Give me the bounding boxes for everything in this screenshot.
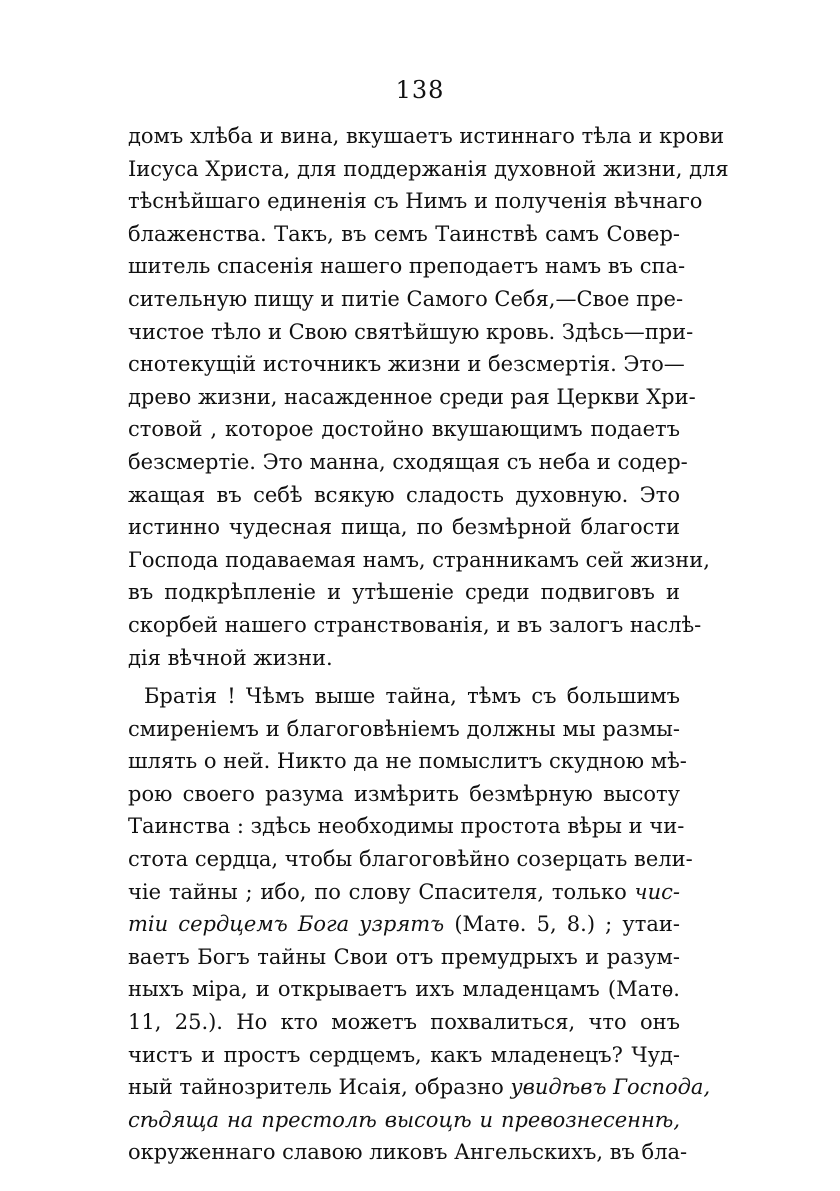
text-line: тѣснѣйшаго единенія съ Нимъ и полученія вѣчнаго xyxy=(128,189,703,214)
text-run: (Матѳ. 5, 8.) ; утаи- xyxy=(444,912,680,937)
page-number: 138 xyxy=(395,76,445,104)
text-line: шлять о ней. Никто да не помыслитъ скудною мѣ- xyxy=(128,749,687,774)
text-line: шитель спасенія нашего преподаетъ намъ въ спа- xyxy=(128,254,686,279)
text-line: древо жизни, насажденное среди рая Церкви Хри- xyxy=(128,384,696,409)
text-line: дія вѣчной жизни. xyxy=(128,645,333,670)
text-line: смиреніемъ и благоговѣніемъ должны мы размы- xyxy=(128,716,680,741)
text-line: истинно чудесная пища, по безмѣрной благости xyxy=(128,515,680,540)
text-line: стовой , которое достойно вкушающимъ подаетъ xyxy=(128,417,680,442)
text-line: рою своего разума измѣрить безмѣрную высоту xyxy=(128,781,680,806)
text-line: Іисуса Христа, для поддержанія духовной жизни, для xyxy=(128,156,729,181)
text-line: сѣдяща на престолѣ высоцѣ и превознесеннѣ, xyxy=(128,1107,680,1132)
text-line: снотекущій источникъ жизни и безсмертія. Это— xyxy=(128,352,685,377)
text-run: ный тайнозритель Исаія, образно xyxy=(128,1075,511,1100)
italic-quote: увидѣвъ Господа, xyxy=(510,1075,711,1100)
text-line: ваетъ Богъ тайны Свои отъ премудрыхъ и разум- xyxy=(128,944,680,969)
text-line: Братія ! Чѣмъ выше тайна, тѣмъ съ большимъ xyxy=(144,684,680,709)
text-line xyxy=(128,908,680,941)
text-line: Господа подаваемая намъ, странникамъ сей жизни, xyxy=(128,547,710,572)
text-line: ныхъ міра, и открываетъ ихъ младенцамъ (Матѳ. xyxy=(128,977,680,1002)
text-line: скорбей нашего странствованія, и въ залогъ наслѣ- xyxy=(128,612,702,637)
text-line: стота сердца, чтобы благоговѣйно созерцать вели- xyxy=(128,847,693,872)
text-line: жащая въ себѣ всякую сладость духовную. Это xyxy=(128,482,680,507)
text-line: 11, 25.). Но кто можетъ похвалиться, что онъ xyxy=(128,1010,680,1035)
text-line: чистъ и простъ сердцемъ, какъ младенецъ? Чуд- xyxy=(128,1042,680,1067)
text-line: чистое тѣло и Свою святѣйшую кровь. Здѣсь—при- xyxy=(128,319,694,344)
text-line: Таинства : здѣсь необходимы простота вѣры и чи- xyxy=(128,814,685,839)
paragraph-1 xyxy=(128,120,729,674)
italic-quote: чис- xyxy=(634,879,680,904)
text-line: домъ хлѣба и вина, вкушаетъ истиннаго тѣла и крови xyxy=(128,124,725,148)
body-text xyxy=(128,120,729,1169)
text-line: блаженства. Такъ, въ семъ Таинствѣ самъ Совер- xyxy=(128,221,680,246)
text-line xyxy=(128,876,680,909)
text-line: окруженнаго славою ликовъ Ангельскихъ, въ бла- xyxy=(128,1140,688,1165)
text-run: чіе тайны ; ибо, по слову Спасителя, только xyxy=(128,879,635,904)
italic-quote: тіи сердцемъ Бога узрятъ xyxy=(128,912,445,937)
text-line: сительную пищу и питіе Самого Себя,—Свое пре- xyxy=(128,286,684,311)
text-line: въ подкрѣпленіе и утѣшеніе среди подвиговъ и xyxy=(128,580,680,605)
text-line: безсмертіе. Это манна, сходящая съ неба и содер- xyxy=(128,449,688,474)
text-line xyxy=(128,1071,711,1104)
paragraph-2 xyxy=(128,680,711,1169)
